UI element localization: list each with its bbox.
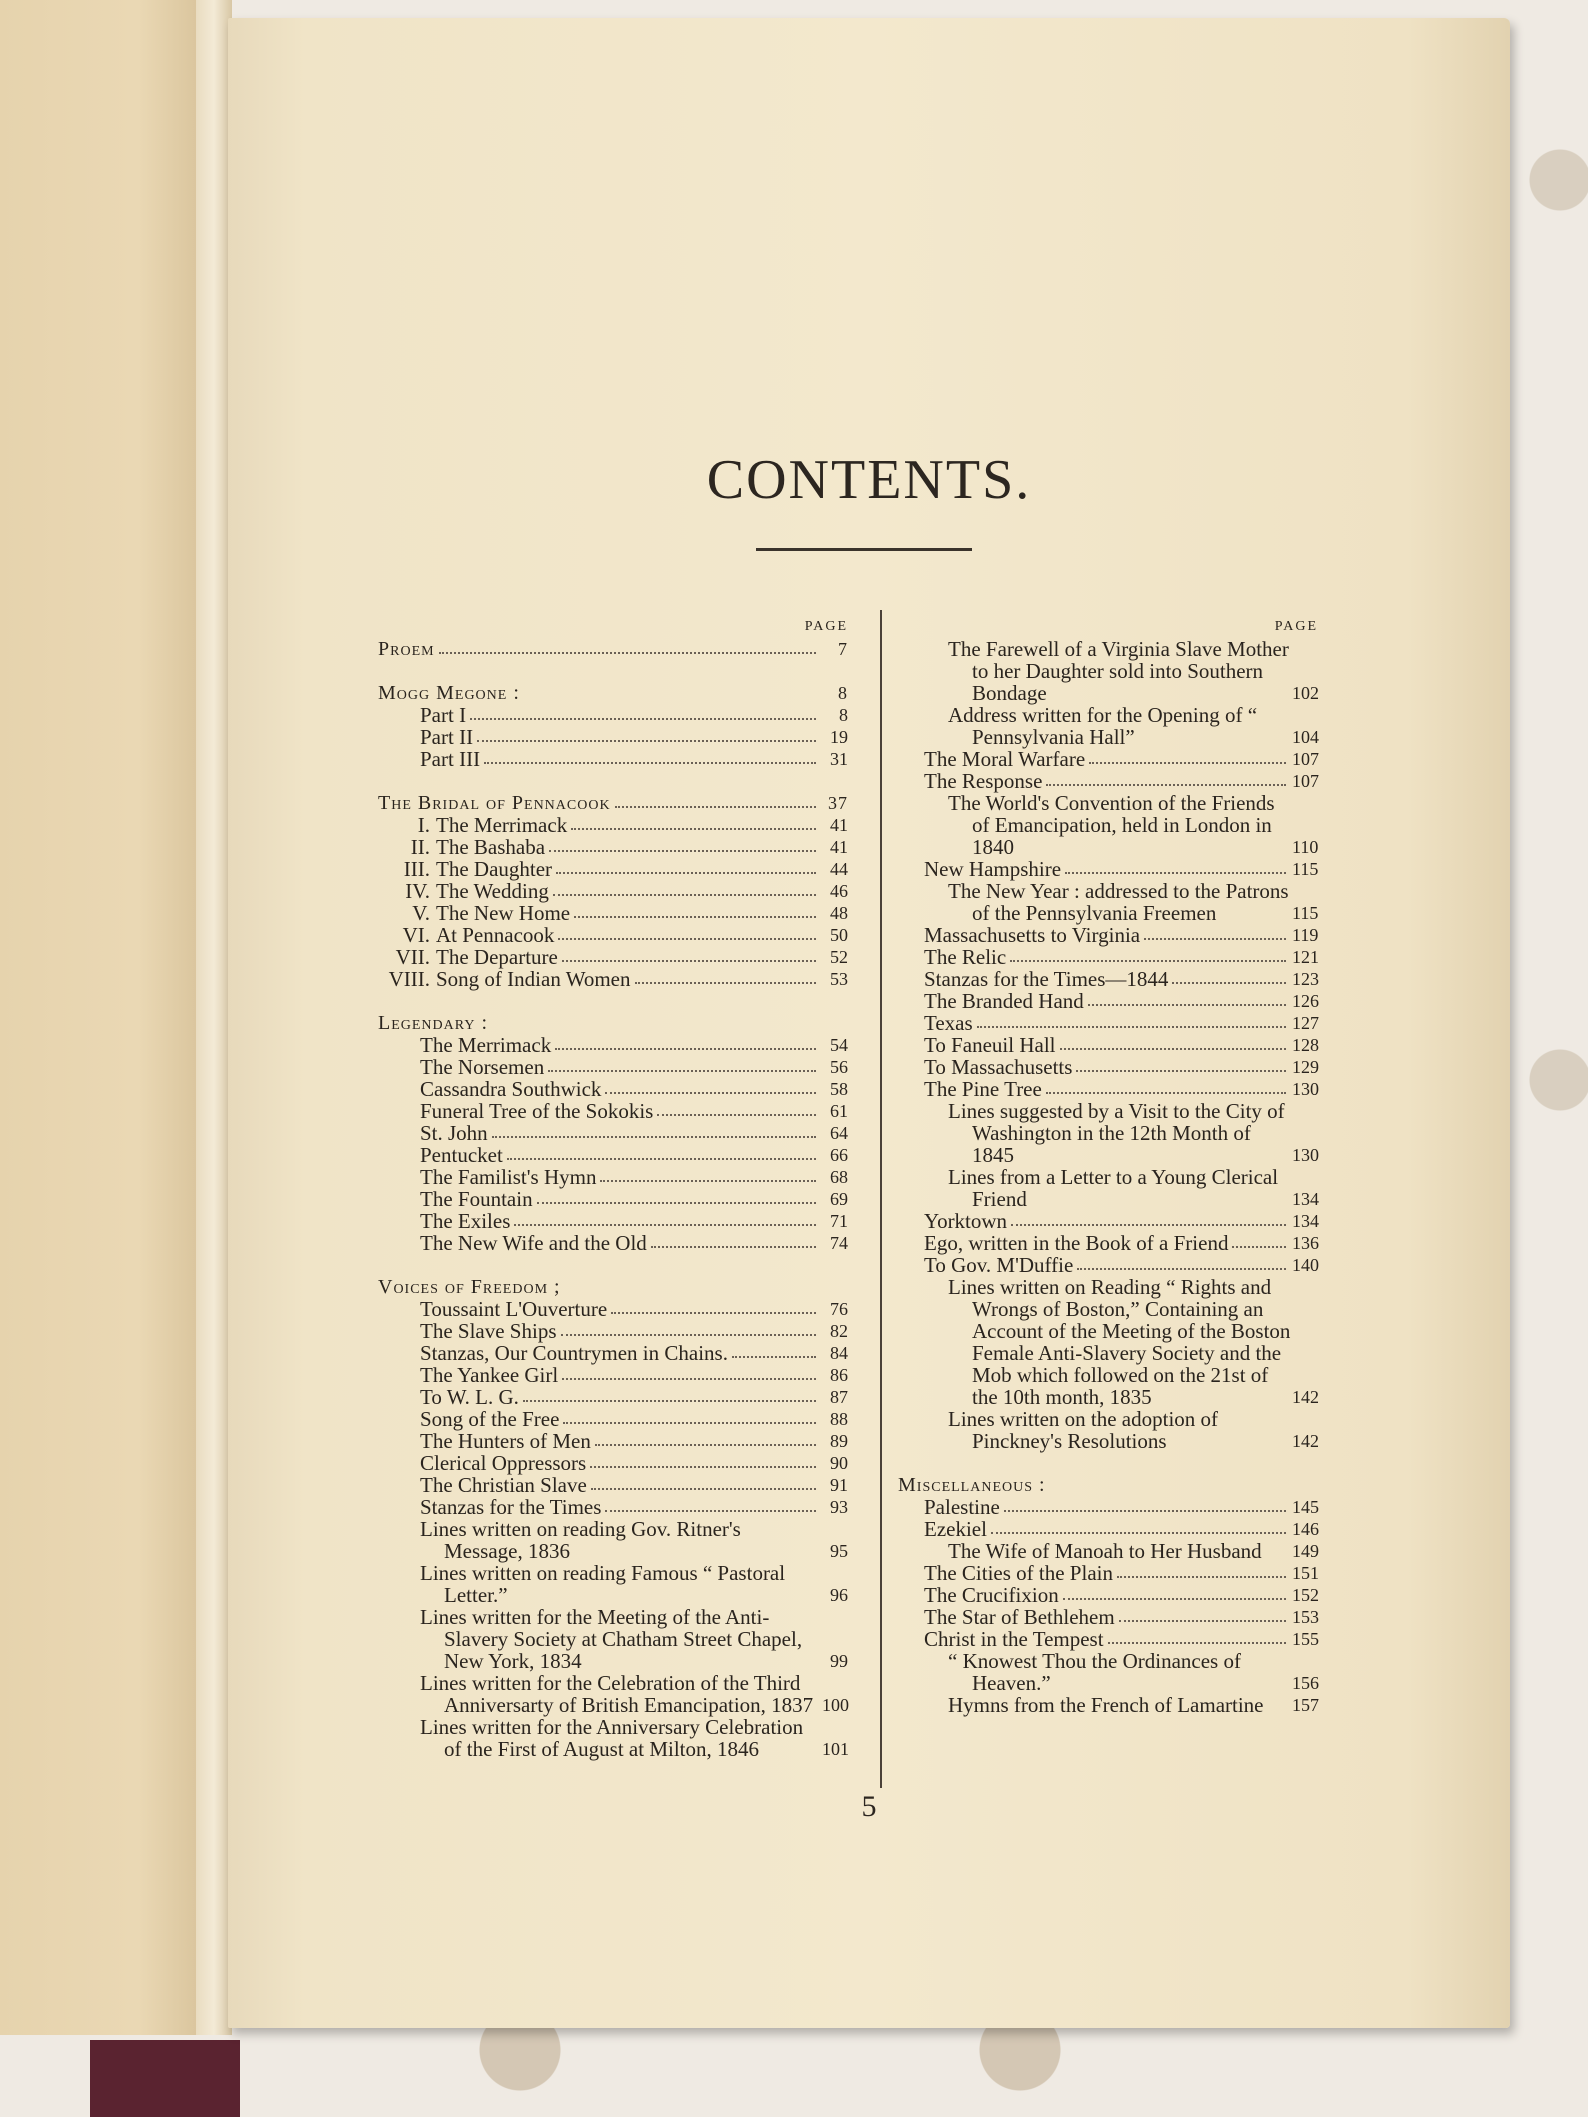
toc-page: 129 <box>1292 1057 1319 1077</box>
toc-entry <box>898 1408 1318 1452</box>
toc-title: Ezekiel <box>924 1517 987 1541</box>
toc-page: 142 <box>1292 1431 1319 1451</box>
toc-title: Lines written for the Meeting of the Anti-Slavery Society at Chatham Street Chapel, New York, 1834 <box>420 1605 803 1673</box>
toc-page: 157 <box>1292 1695 1319 1715</box>
toc-entry <box>898 770 1318 792</box>
toc-title: Stanzas, Our Countrymen in Chains. <box>420 1341 728 1365</box>
toc-title: Address written for the Opening of “ Pennsylvania Hall” <box>948 703 1258 749</box>
toc-title: The New Home <box>436 901 571 925</box>
toc-page: 48 <box>830 903 848 923</box>
toc-entry <box>378 1166 848 1188</box>
toc-entry <box>898 1496 1318 1518</box>
leader-dots <box>477 740 816 742</box>
toc-title: Song of the Free <box>420 1407 560 1431</box>
column-divider <box>880 610 882 1788</box>
toc-entry <box>378 1078 848 1100</box>
toc-page: 96 <box>830 1585 848 1605</box>
toc-page: 50 <box>830 925 848 945</box>
toc-page: 156 <box>1292 1673 1319 1693</box>
toc-page: 7 <box>838 639 848 659</box>
toc-page: 134 <box>1292 1189 1319 1209</box>
toc-page: 90 <box>830 1453 848 1473</box>
toc-page: 107 <box>1292 749 1319 769</box>
toc-title: Lines written on Reading “ Rights and Wrongs of Boston,” Containing an Account of the Meeting of the Boston Female Anti-Slavery Society and the Mob which followed on the 21st of the 10th month, 1835 <box>948 1275 1291 1409</box>
leader-dots <box>561 1334 817 1336</box>
toc-title: Part I <box>420 703 467 727</box>
toc-title: The Moral Warfare <box>924 747 1086 771</box>
toc-title: The Star of Bethlehem <box>924 1605 1115 1629</box>
leader-dots <box>523 1400 816 1402</box>
leader-dots <box>1144 938 1286 940</box>
toc-entry <box>378 1320 848 1342</box>
toc-title: The Bashaba <box>436 835 546 859</box>
toc-page: 69 <box>830 1189 848 1209</box>
toc-title: The Merrimack <box>436 813 568 837</box>
toc-entry <box>378 1100 848 1122</box>
title-rule <box>756 548 972 551</box>
toc-title: To Massachusetts <box>924 1055 1073 1079</box>
toc-entry <box>378 1188 848 1210</box>
toc-entry <box>898 880 1318 924</box>
toc-page: 101 <box>822 1739 849 1759</box>
leader-dots <box>563 1422 816 1424</box>
section-heading: Legendary : <box>378 1012 488 1034</box>
toc-title: The World's Convention of the Friends of Emancipation, held in London in 1840 <box>948 791 1275 859</box>
toc-title: The Merrimack <box>420 1033 552 1057</box>
toc-page: 100 <box>822 1695 849 1715</box>
toc-title: Yorktown <box>924 1209 1008 1233</box>
leader-dots <box>1088 1004 1286 1006</box>
toc-entry <box>378 1144 848 1166</box>
section-heading <box>378 682 848 704</box>
leader-dots <box>555 1048 816 1050</box>
toc-number: II. <box>410 835 430 859</box>
toc-entry <box>898 968 1318 990</box>
toc-entry <box>378 748 848 770</box>
toc-page: 87 <box>830 1387 848 1407</box>
toc-title: The Pine Tree <box>924 1077 1042 1101</box>
toc-entry <box>898 1012 1318 1034</box>
leader-dots <box>1004 1510 1286 1512</box>
toc-entry <box>898 924 1318 946</box>
toc-page: 84 <box>830 1343 848 1363</box>
leader-dots <box>1060 1048 1286 1050</box>
leader-dots <box>615 806 816 808</box>
toc-entry <box>378 1606 848 1672</box>
leader-dots <box>657 1114 816 1116</box>
toc-entry <box>898 990 1318 1012</box>
leader-dots <box>1232 1246 1286 1248</box>
page-column-header: PAGE <box>1274 619 1318 634</box>
leader-dots <box>600 1180 816 1182</box>
page-title: CONTENTS. <box>706 449 1032 511</box>
toc-entry <box>898 1518 1318 1540</box>
leader-dots <box>1172 982 1286 984</box>
toc-entry <box>898 638 1318 704</box>
book-spine <box>90 2040 240 2117</box>
toc-entry <box>378 704 848 726</box>
toc-page: 64 <box>830 1123 848 1143</box>
toc-title: Pentucket <box>420 1143 503 1167</box>
toc-entry <box>378 836 848 858</box>
leader-dots <box>537 1202 816 1204</box>
leader-dots <box>1077 1268 1286 1270</box>
toc-page: 104 <box>1292 727 1319 747</box>
toc-page: 41 <box>830 815 848 835</box>
toc-entry <box>898 1606 1318 1628</box>
toc-title: Lines written on reading Gov. Ritner's Message, 1836 <box>420 1517 741 1563</box>
leader-dots <box>991 1532 1286 1534</box>
toc-page: 8 <box>838 683 848 703</box>
leader-dots <box>590 1466 816 1468</box>
toc-page: 130 <box>1292 1145 1319 1165</box>
toc-page: 82 <box>830 1321 848 1341</box>
toc-page: 128 <box>1292 1035 1319 1055</box>
toc-title: The New Year : addressed to the Patrons of the Pennsylvania Freemen <box>948 879 1289 925</box>
leader-dots <box>1089 762 1286 764</box>
toc-number: VIII. <box>388 967 430 991</box>
toc-entry <box>378 880 848 902</box>
toc-entry <box>898 1078 1318 1100</box>
toc-page: 130 <box>1292 1079 1319 1099</box>
toc-title: The Yankee Girl <box>420 1363 559 1387</box>
toc-entry <box>378 726 848 748</box>
toc-entry <box>378 1672 848 1716</box>
toc-title: Lines from a Letter to a Young Clerical Friend <box>948 1165 1279 1211</box>
toc-page: 46 <box>830 881 848 901</box>
toc-page: 149 <box>1292 1541 1319 1561</box>
toc-title: Lines written for the Anniversary Celebration of the First of August at Milton, 1846 <box>420 1715 804 1761</box>
toc-title: The Christian Slave <box>420 1473 587 1497</box>
toc-entry <box>898 792 1318 858</box>
toc-title: The Familist's Hymn <box>420 1165 597 1189</box>
toc-title: Lines written on the adoption of Pinckney's Resolutions <box>948 1407 1219 1453</box>
toc-page: 66 <box>830 1145 848 1165</box>
toc-page: 89 <box>830 1431 848 1451</box>
toc-entry <box>378 1386 848 1408</box>
toc-title: Part II <box>420 725 474 749</box>
leader-dots <box>605 1510 816 1512</box>
leader-dots <box>611 1312 816 1314</box>
toc-entry <box>378 1452 848 1474</box>
leader-dots <box>507 1158 816 1160</box>
leader-dots <box>1119 1620 1286 1622</box>
toc-number: V. <box>412 901 430 925</box>
toc-title: Palestine <box>924 1495 1000 1519</box>
toc-number: III. <box>403 857 430 881</box>
toc-entry <box>898 1034 1318 1056</box>
toc-title: Part III <box>420 747 481 771</box>
toc-entry <box>378 902 848 924</box>
leader-dots <box>562 960 816 962</box>
toc-number: IV. <box>405 879 430 903</box>
toc-page: 37 <box>828 793 848 813</box>
toc-title: “ Knowest Thou the Ordinances of Heaven.” <box>948 1649 1241 1695</box>
toc-entry <box>378 1298 848 1320</box>
toc-page: 126 <box>1292 991 1319 1011</box>
toc-title: The Response <box>924 769 1043 793</box>
toc-entry <box>378 1430 848 1452</box>
cover-edge <box>196 0 232 2035</box>
leader-dots <box>1117 1576 1286 1578</box>
leader-dots <box>1046 1092 1286 1094</box>
leader-dots <box>595 1444 816 1446</box>
toc-entry <box>898 1166 1318 1210</box>
leader-dots <box>492 1136 816 1138</box>
leader-dots <box>977 1026 1286 1028</box>
toc-page: 61 <box>830 1101 848 1121</box>
toc-page: 56 <box>830 1057 848 1077</box>
toc-entry <box>378 858 848 880</box>
leader-dots <box>732 1356 816 1358</box>
toc-page: 155 <box>1292 1629 1319 1649</box>
toc-title: The Cities of the Plain <box>924 1561 1113 1585</box>
toc-entry <box>898 1100 1318 1166</box>
toc-page: 52 <box>830 947 848 967</box>
leader-dots <box>574 916 816 918</box>
toc-page: 71 <box>830 1211 848 1231</box>
leader-dots <box>470 718 816 720</box>
toc-entry <box>898 1628 1318 1650</box>
toc-entry <box>898 1584 1318 1606</box>
toc-number: VII. <box>395 945 430 969</box>
section-heading <box>378 792 848 814</box>
toc-page: 115 <box>1292 859 1319 879</box>
leader-dots <box>1011 1224 1286 1226</box>
leader-dots <box>484 762 816 764</box>
toc-entry <box>898 946 1318 968</box>
leader-dots <box>514 1224 816 1226</box>
toc-page: 99 <box>830 1651 848 1671</box>
leader-dots <box>553 894 816 896</box>
toc-number: VI. <box>402 923 430 947</box>
leader-dots <box>556 872 816 874</box>
toc-title: Lines written for the Celebration of the Third Anniversarty of British Emancipation, 1837 <box>420 1671 814 1717</box>
toc-page: 153 <box>1292 1607 1319 1627</box>
toc-entry <box>898 1210 1318 1232</box>
leader-dots <box>1108 1642 1286 1644</box>
toc-entry <box>378 1034 848 1056</box>
contents-left-column <box>378 616 848 1760</box>
leader-dots <box>1076 1070 1286 1072</box>
toc-title: The Daughter <box>436 857 553 881</box>
toc-title: The Hunters of Men <box>420 1429 591 1453</box>
toc-page: 110 <box>1292 837 1319 857</box>
toc-title: The Slave Ships <box>420 1319 557 1343</box>
page-column-header: PAGE <box>804 619 848 634</box>
toc-entry <box>378 1122 848 1144</box>
toc-title: Ego, written in the Book of a Friend <box>924 1231 1229 1255</box>
toc-entry <box>378 1518 848 1562</box>
toc-page: 76 <box>830 1299 848 1319</box>
toc-page: 115 <box>1292 903 1319 923</box>
toc-entry <box>378 638 848 660</box>
toc-page: 134 <box>1292 1211 1319 1231</box>
section-title: The Bridal of Pennacook <box>378 792 611 814</box>
toc-title: Proem <box>378 638 435 660</box>
page-number: 5 <box>861 1790 877 1823</box>
toc-number: I. <box>417 813 430 837</box>
toc-title: Cassandra Southwick <box>420 1077 602 1101</box>
toc-entry <box>378 1496 848 1518</box>
toc-page: 91 <box>830 1475 848 1495</box>
leader-dots <box>1063 1598 1286 1600</box>
toc-page: 31 <box>830 749 848 769</box>
book-page <box>228 18 1510 2028</box>
toc-entry <box>378 1716 848 1760</box>
toc-title: Christ in the Tempest <box>924 1627 1104 1651</box>
toc-title: Toussaint L'Ouverture <box>420 1297 608 1321</box>
toc-entry <box>898 1276 1318 1408</box>
toc-page: 68 <box>830 1167 848 1187</box>
toc-page: 95 <box>830 1541 848 1561</box>
toc-page: 58 <box>830 1079 848 1099</box>
toc-entry <box>378 1474 848 1496</box>
toc-entry <box>898 704 1318 748</box>
toc-page: 19 <box>830 727 848 747</box>
toc-title: St. John <box>420 1121 488 1145</box>
toc-page: 123 <box>1292 969 1319 989</box>
toc-title: The Exiles <box>420 1209 511 1233</box>
toc-entry <box>378 1342 848 1364</box>
toc-page: 145 <box>1292 1497 1319 1517</box>
toc-page: 93 <box>830 1497 848 1517</box>
leader-dots <box>605 1092 816 1094</box>
toc-page: 44 <box>830 859 848 879</box>
toc-page: 140 <box>1292 1255 1319 1275</box>
toc-entry <box>898 1562 1318 1584</box>
leader-dots <box>1046 784 1286 786</box>
toc-title: The Wife of Manoah to Her Husband <box>948 1539 1262 1563</box>
toc-title: The New Wife and the Old <box>420 1231 647 1255</box>
contents-right-column <box>898 616 1318 1716</box>
toc-title: Massachusetts to Virginia <box>924 923 1141 947</box>
toc-title: The Farewell of a Virginia Slave Mother to her Daughter sold into Southern Bondage <box>948 637 1289 705</box>
toc-title: Hymns from the French of Lamartine <box>948 1693 1264 1717</box>
toc-entry <box>378 968 848 990</box>
toc-title: To Faneuil Hall <box>924 1033 1056 1057</box>
leader-dots <box>635 982 817 984</box>
section-heading: Voices of Freedom ; <box>378 1276 561 1298</box>
leader-dots <box>1010 960 1286 962</box>
leader-dots <box>1065 872 1286 874</box>
toc-title: Stanzas for the Times—1844 <box>924 967 1169 991</box>
toc-title: To Gov. M'Duffie <box>924 1253 1074 1277</box>
toc-page: 119 <box>1292 925 1319 945</box>
toc-page: 127 <box>1292 1013 1319 1033</box>
toc-entry <box>378 946 848 968</box>
toc-title: Song of Indian Women <box>436 967 631 991</box>
toc-title: The Departure <box>436 945 558 969</box>
toc-title: The Branded Hand <box>924 989 1084 1013</box>
toc-entry <box>898 1254 1318 1276</box>
toc-title: The Fountain <box>420 1187 533 1211</box>
leader-dots <box>591 1488 816 1490</box>
toc-page: 53 <box>830 969 848 989</box>
toc-page: 88 <box>830 1409 848 1429</box>
toc-entry <box>378 1056 848 1078</box>
toc-entry <box>378 1562 848 1606</box>
section-heading: Miscellaneous : <box>898 1474 1046 1496</box>
toc-page: 86 <box>830 1365 848 1385</box>
toc-page: 54 <box>830 1035 848 1055</box>
leader-dots <box>558 938 816 940</box>
toc-page: 151 <box>1292 1563 1319 1583</box>
toc-title: New Hampshire <box>924 857 1062 881</box>
section-title: Mogg Megone : <box>378 682 520 704</box>
toc-page: 107 <box>1292 771 1319 791</box>
toc-title: The Wedding <box>436 879 549 903</box>
leader-dots <box>651 1246 816 1248</box>
toc-entry <box>378 1232 848 1254</box>
toc-entry <box>378 924 848 946</box>
toc-title: Lines suggested by a Visit to the City of Washington in the 12th Month of 1845 <box>948 1099 1285 1167</box>
toc-page: 74 <box>830 1233 848 1253</box>
toc-entry <box>378 1210 848 1232</box>
toc-entry <box>378 814 848 836</box>
toc-title: Lines written on reading Famous “ Pastoral Letter.” <box>420 1561 786 1607</box>
toc-entry <box>898 858 1318 880</box>
toc-title: The Crucifixion <box>924 1583 1059 1607</box>
toc-page: 8 <box>839 705 848 725</box>
toc-entry <box>898 1056 1318 1078</box>
toc-title: The Relic <box>924 945 1007 969</box>
toc-page: 152 <box>1292 1585 1319 1605</box>
leader-dots <box>562 1378 816 1380</box>
leader-dots <box>439 652 816 654</box>
toc-title: The Norsemen <box>420 1055 545 1079</box>
toc-entry <box>898 1540 1318 1562</box>
toc-title: At Pennacook <box>436 923 555 947</box>
toc-entry <box>898 1694 1318 1716</box>
toc-page: 121 <box>1292 947 1319 967</box>
toc-title: Stanzas for the Times <box>420 1495 602 1519</box>
toc-entry <box>378 1364 848 1386</box>
leader-dots <box>548 1070 816 1072</box>
toc-title: To W. L. G. <box>420 1385 519 1409</box>
toc-page: 41 <box>830 837 848 857</box>
toc-page: 136 <box>1292 1233 1319 1253</box>
toc-page: 142 <box>1292 1387 1319 1407</box>
leader-dots <box>571 828 816 830</box>
toc-entry <box>378 1408 848 1430</box>
toc-entry <box>898 748 1318 770</box>
toc-page: 146 <box>1292 1519 1319 1539</box>
leader-dots <box>549 850 816 852</box>
toc-title: Funeral Tree of the Sokokis <box>420 1099 654 1123</box>
toc-page: 102 <box>1292 683 1319 703</box>
toc-title: Clerical Oppressors <box>420 1451 587 1475</box>
toc-entry <box>898 1232 1318 1254</box>
toc-title: Texas <box>924 1011 973 1035</box>
toc-entry <box>898 1650 1318 1694</box>
